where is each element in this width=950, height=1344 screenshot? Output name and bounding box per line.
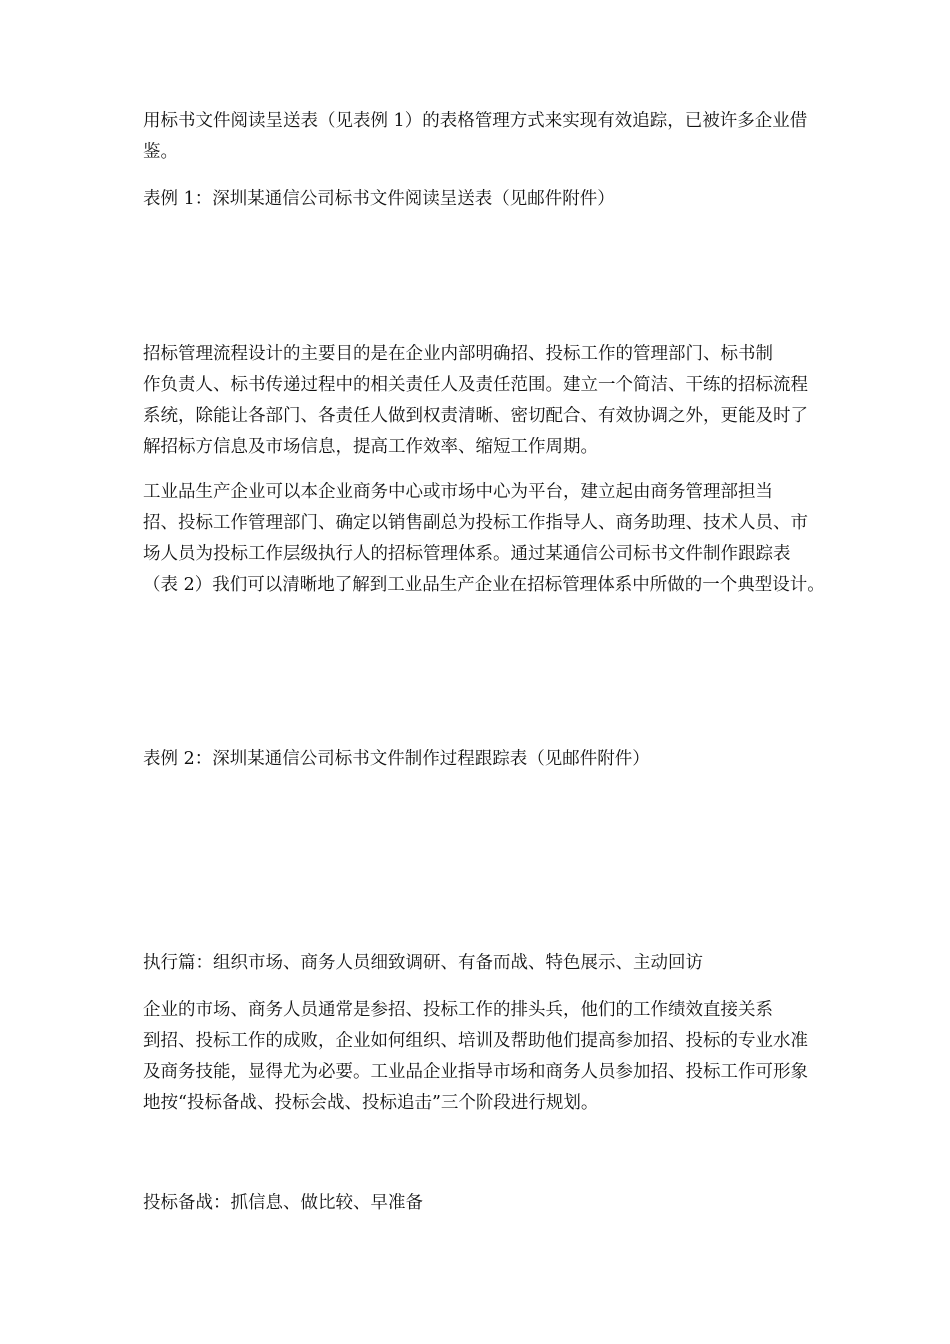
industrial-enterprise-paragraph: 工业品生产企业可以本企业商务中心或市场中心为平台，建立起由商务管理部担当 招、投标工作管理部门、确定以销售副总为投标工作指导人、商务助理、技术人员、市 场人员为投标工作层级执行人的招标管理体系。通过某通信公司标书文件制作跟踪表 （表 2）我们可以清晰地了解到工业品生产企业在招标管理体系中所做的一个典型设计。 xyxy=(143,482,825,595)
execution-paragraph: 企业的市场、商务人员通常是参招、投标工作的排头兵，他们的工作绩效直接关系 到招、投标工作的成败，企业如何组织、培训及帮助他们提高参加招、投标的专业水准 及商务技能，显得尤为必要。工业品企业指导市场和商务人员参加招、投标工作可形象 地按“投标备战、投标会战、投标追击”三个阶段进行规划。 xyxy=(143,1000,808,1113)
bid-preparation-subheading: 投标备战：抓信息、做比较、早准备 xyxy=(143,1193,423,1213)
intro-paragraph: 用标书文件阅读呈送表（见表例 1）的表格管理方式来实现有效追踪，已被许多企业借 鉴。 xyxy=(143,111,808,162)
process-design-paragraph: 招标管理流程设计的主要目的是在企业内部明确招、投标工作的管理部门、标书制 作负责人、标书传递过程中的相关责任人及责任范围。建立一个简洁、干练的招标流程 系统，除能让各部门、各责任人做到权责清晰、密切配合、有效协调之外，更能及时了 解招标方信息及市场信息，提高工作效率、缩短工作周期。 xyxy=(143,344,808,457)
table1-caption: 表例 1：深圳某通信公司标书文件阅读呈送表（见邮件附件） xyxy=(143,189,615,209)
table2-caption: 表例 2：深圳某通信公司标书文件制作过程跟踪表（见邮件附件） xyxy=(143,749,650,769)
execution-heading: 执行篇：组织市场、商务人员细致调研、有备而战、特色展示、主动回访 xyxy=(143,953,703,973)
